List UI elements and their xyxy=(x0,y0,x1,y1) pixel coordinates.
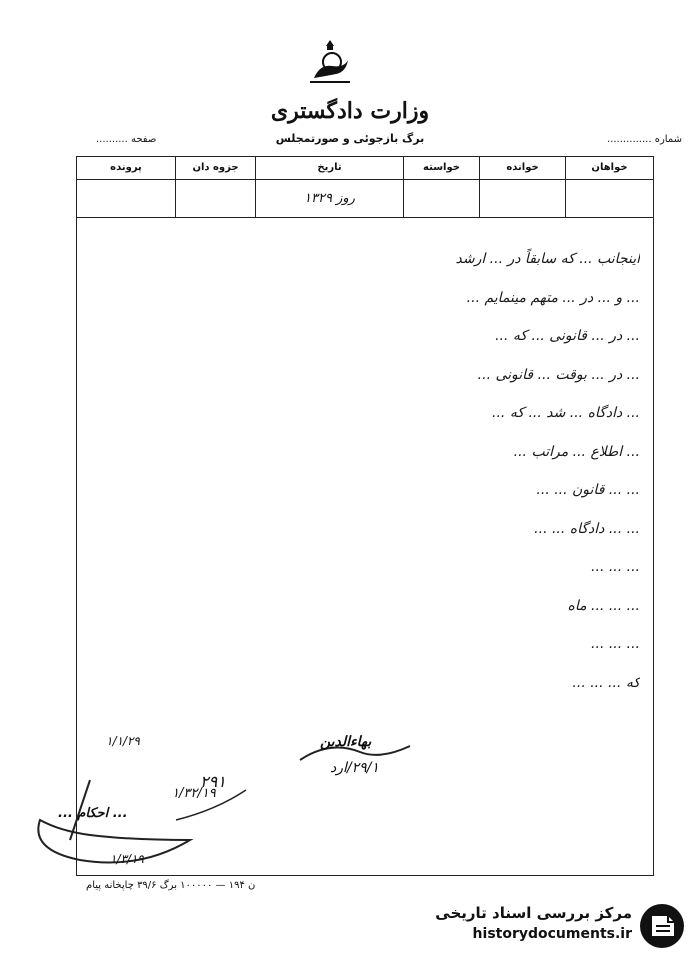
archive-logo-icon xyxy=(638,902,686,950)
printer-imprint: ن ۱۹۴ — ۱۰۰۰۰۰ برگ ۳۹/۶ چاپخانه پیام xyxy=(86,880,256,891)
letter-line: ... ... ... xyxy=(591,559,640,575)
column-header: جزوه دان xyxy=(176,157,255,180)
letter-line: ... در ... قانونی ... که ... xyxy=(495,328,640,344)
letter-line: ... ... دادگاه ... ... xyxy=(534,520,640,537)
margin-note: ۱/۳/۱۹ xyxy=(110,852,144,866)
column-header: پرونده xyxy=(77,157,175,180)
number-label: شماره xyxy=(654,134,682,145)
page-label: صفحه xyxy=(130,134,157,145)
column-header: خواسته xyxy=(404,157,479,180)
watermark-title: مرکز بررسی اسناد تاریخی xyxy=(435,904,632,922)
letter-line: ... ... ... ماه xyxy=(567,597,640,614)
margin-note: ... احکام ... xyxy=(58,806,128,821)
column-header: تاریخ xyxy=(256,157,403,180)
column-header: خوانده xyxy=(480,157,565,180)
letter-line: ... دادگاه ... شد ... که ... xyxy=(492,405,640,421)
watermark-url: historydocuments.ir xyxy=(472,926,632,942)
ministry-title: وزارت دادگستری xyxy=(270,98,430,124)
letter-line: ... ... قانون ... ... xyxy=(536,482,640,498)
letter-line: ... در ... بوقت ... قانونی ... xyxy=(477,366,640,383)
date-value: روز ۱۳۲۹ xyxy=(304,191,355,206)
side-date: ۱/۱/۲۹ xyxy=(106,734,140,748)
signature-date: ۲۹/۱/ارد xyxy=(330,760,379,776)
letter-line: که ... ... ... xyxy=(572,674,640,691)
number-dots: .............. xyxy=(607,134,652,145)
registration-number: ۲۹۱ xyxy=(200,772,226,791)
margin-note: ۱/۳۲/۱۹ xyxy=(172,786,216,801)
form-subtitle: برگ بازجوئی و صورتمجلس xyxy=(275,132,425,145)
letter-line: ... اطلاع ... مراتب ... xyxy=(513,443,640,460)
letter-line: ... و ... در ... متهم مینمایم ... xyxy=(466,289,640,306)
letter-line: اینجانب ... که سابقاً در ... ارشد xyxy=(455,251,640,267)
page-dots: .......... xyxy=(96,134,128,145)
column-header: خواهان xyxy=(566,157,653,180)
signature-name: بهاءالدین xyxy=(320,734,372,750)
letter-line: ... ... ... xyxy=(591,636,640,652)
